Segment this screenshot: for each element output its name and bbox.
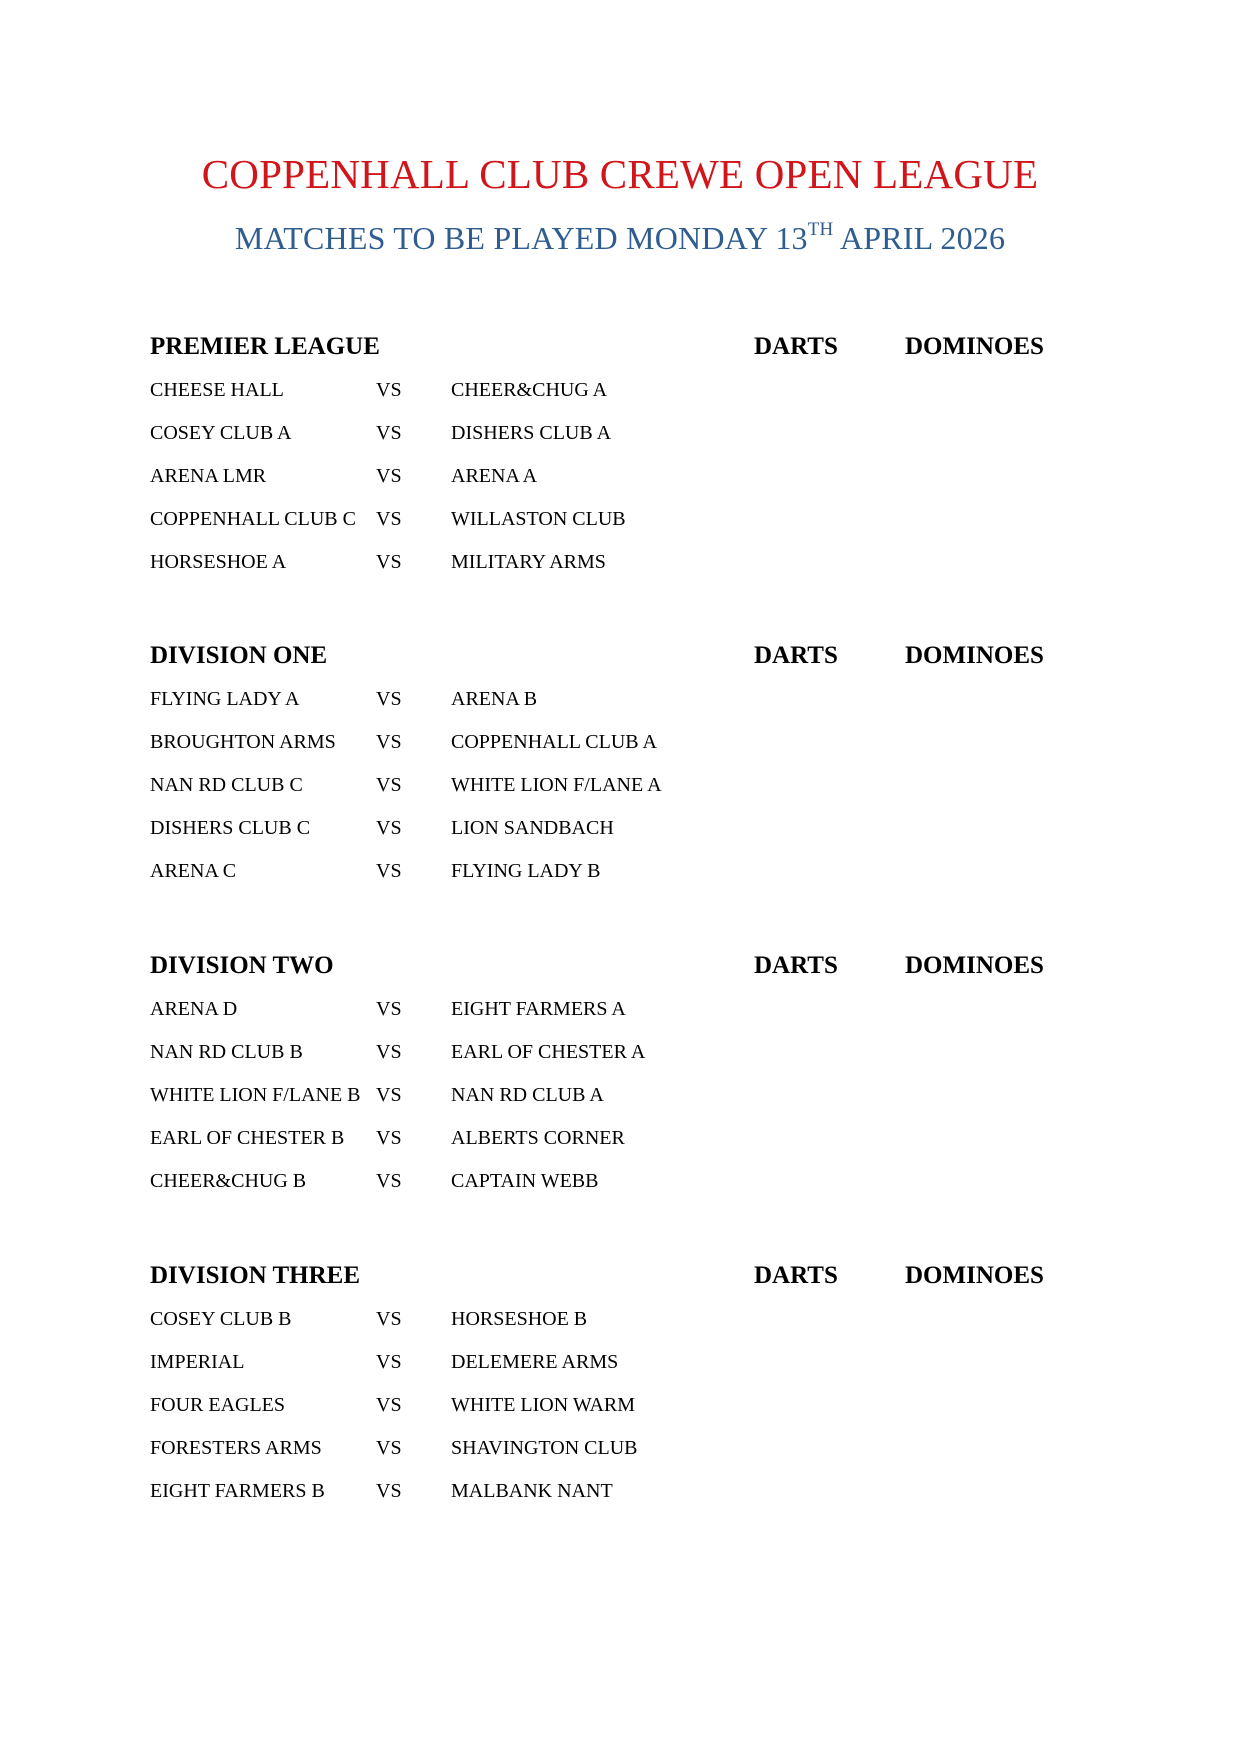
section-header — [150, 642, 1110, 682]
section-title: DIVISION ONE — [150, 642, 328, 669]
home-team: COSEY CLUB B — [150, 1308, 292, 1330]
darts-column-header: DARTS — [754, 642, 838, 669]
away-team: ARENA B — [451, 688, 538, 710]
vs-label: VS — [376, 551, 402, 573]
away-team: NAN RD CLUB A — [451, 1084, 604, 1106]
home-team: BROUGHTON ARMS — [150, 731, 336, 753]
away-team: DELEMERE ARMS — [451, 1351, 619, 1373]
vs-label: VS — [376, 1480, 402, 1502]
dominoes-column-header: DOMINOES — [905, 952, 1044, 979]
away-team: ARENA A — [451, 465, 538, 487]
subtitle-date: APRIL 2026 — [833, 220, 1006, 256]
home-team: HORSESHOE A — [150, 551, 287, 573]
vs-label: VS — [376, 998, 402, 1020]
fixture-row — [150, 373, 1110, 416]
section-header — [150, 1262, 1110, 1302]
subtitle-text: MATCHES TO BE PLAYED MONDAY 13 — [234, 220, 808, 256]
section-division-one — [150, 642, 1110, 897]
away-team: MALBANK NANT — [451, 1480, 613, 1502]
away-team: WHITE LION WARM — [451, 1394, 636, 1416]
home-team: IMPERIAL — [150, 1351, 245, 1373]
section-division-three — [150, 1262, 1110, 1517]
vs-label: VS — [376, 817, 402, 839]
section-title: DIVISION THREE — [150, 1262, 361, 1289]
fixture-row — [150, 502, 1110, 545]
vs-label: VS — [376, 1394, 402, 1416]
fixture-row — [150, 416, 1110, 459]
vs-label: VS — [376, 1041, 402, 1063]
fixture-row — [150, 854, 1110, 897]
fixture-row — [150, 1302, 1110, 1345]
fixture-row — [150, 682, 1110, 725]
vs-label: VS — [376, 860, 402, 882]
dominoes-column-header: DOMINOES — [905, 642, 1044, 669]
home-team: DISHERS CLUB C — [150, 817, 311, 839]
fixture-row — [150, 1388, 1110, 1431]
away-team: COPPENHALL CLUB A — [451, 731, 657, 753]
vs-label: VS — [376, 1084, 402, 1106]
home-team: CHEER&CHUG B — [150, 1170, 307, 1192]
home-team: ARENA LMR — [150, 465, 267, 487]
fixture-row — [150, 1035, 1110, 1078]
vs-label: VS — [376, 1170, 402, 1192]
vs-label: VS — [376, 688, 402, 710]
fixture-row — [150, 459, 1110, 502]
home-team: EARL OF CHESTER B — [150, 1127, 345, 1149]
away-team: HORSESHOE B — [451, 1308, 588, 1330]
home-team: COSEY CLUB A — [150, 422, 292, 444]
darts-column-header: DARTS — [754, 1262, 838, 1289]
vs-label: VS — [376, 422, 402, 444]
home-team: NAN RD CLUB C — [150, 774, 303, 796]
vs-label: VS — [376, 1308, 402, 1330]
fixture-row — [150, 1431, 1110, 1474]
away-team: EARL OF CHESTER A — [451, 1041, 646, 1063]
home-team: WHITE LION F/LANE B — [150, 1084, 361, 1106]
away-team: ALBERTS CORNER — [451, 1127, 625, 1149]
fixture-row — [150, 1164, 1110, 1207]
section-header — [150, 333, 1110, 373]
page-title: COPPENHALL CLUB CREWE OPEN LEAGUE — [201, 151, 1039, 197]
vs-label: VS — [376, 774, 402, 796]
away-team: WHITE LION F/LANE A — [451, 774, 662, 796]
home-team: ARENA C — [150, 860, 237, 882]
home-team: ARENA D — [150, 998, 238, 1020]
vs-label: VS — [376, 1127, 402, 1149]
fixture-row — [150, 1121, 1110, 1164]
home-team: FORESTERS ARMS — [150, 1437, 322, 1459]
home-team: FOUR EAGLES — [150, 1394, 286, 1416]
fixture-row — [150, 1345, 1110, 1388]
away-team: SHAVINGTON CLUB — [451, 1437, 638, 1459]
dominoes-column-header: DOMINOES — [905, 1262, 1044, 1289]
fixture-row — [150, 811, 1110, 854]
away-team: CAPTAIN WEBB — [451, 1170, 599, 1192]
section-title: DIVISION TWO — [150, 952, 334, 979]
away-team: EIGHT FARMERS A — [451, 998, 626, 1020]
vs-label: VS — [376, 1437, 402, 1459]
fixture-row — [150, 992, 1110, 1035]
home-team: EIGHT FARMERS B — [150, 1480, 325, 1502]
away-team: WILLASTON CLUB — [451, 508, 626, 530]
section-premier-league — [150, 333, 1110, 588]
fixture-row — [150, 725, 1110, 768]
away-team: MILITARY ARMS — [451, 551, 606, 573]
vs-label: VS — [376, 508, 402, 530]
vs-label: VS — [376, 731, 402, 753]
vs-label: VS — [376, 465, 402, 487]
away-team: DISHERS CLUB A — [451, 422, 612, 444]
home-team: FLYING LADY A — [150, 688, 300, 710]
fixture-row — [150, 768, 1110, 811]
darts-column-header: DARTS — [754, 333, 838, 360]
home-team: CHEESE HALL — [150, 379, 284, 401]
away-team: CHEER&CHUG A — [451, 379, 608, 401]
section-title: PREMIER LEAGUE — [150, 333, 380, 360]
vs-label: VS — [376, 379, 402, 401]
home-team: COPPENHALL CLUB C — [150, 508, 356, 530]
fixture-row — [150, 1078, 1110, 1121]
home-team: NAN RD CLUB B — [150, 1041, 303, 1063]
away-team: FLYING LADY B — [451, 860, 601, 882]
vs-label: VS — [376, 1351, 402, 1373]
away-team: LION SANDBACH — [451, 817, 614, 839]
section-division-two — [150, 952, 1110, 1207]
section-header — [150, 952, 1110, 992]
darts-column-header: DARTS — [754, 952, 838, 979]
subtitle-ordinal: TH — [807, 219, 834, 241]
dominoes-column-header: DOMINOES — [905, 333, 1044, 360]
fixture-row — [150, 1474, 1110, 1517]
fixture-row — [150, 545, 1110, 588]
page-subtitle — [0, 220, 1240, 257]
